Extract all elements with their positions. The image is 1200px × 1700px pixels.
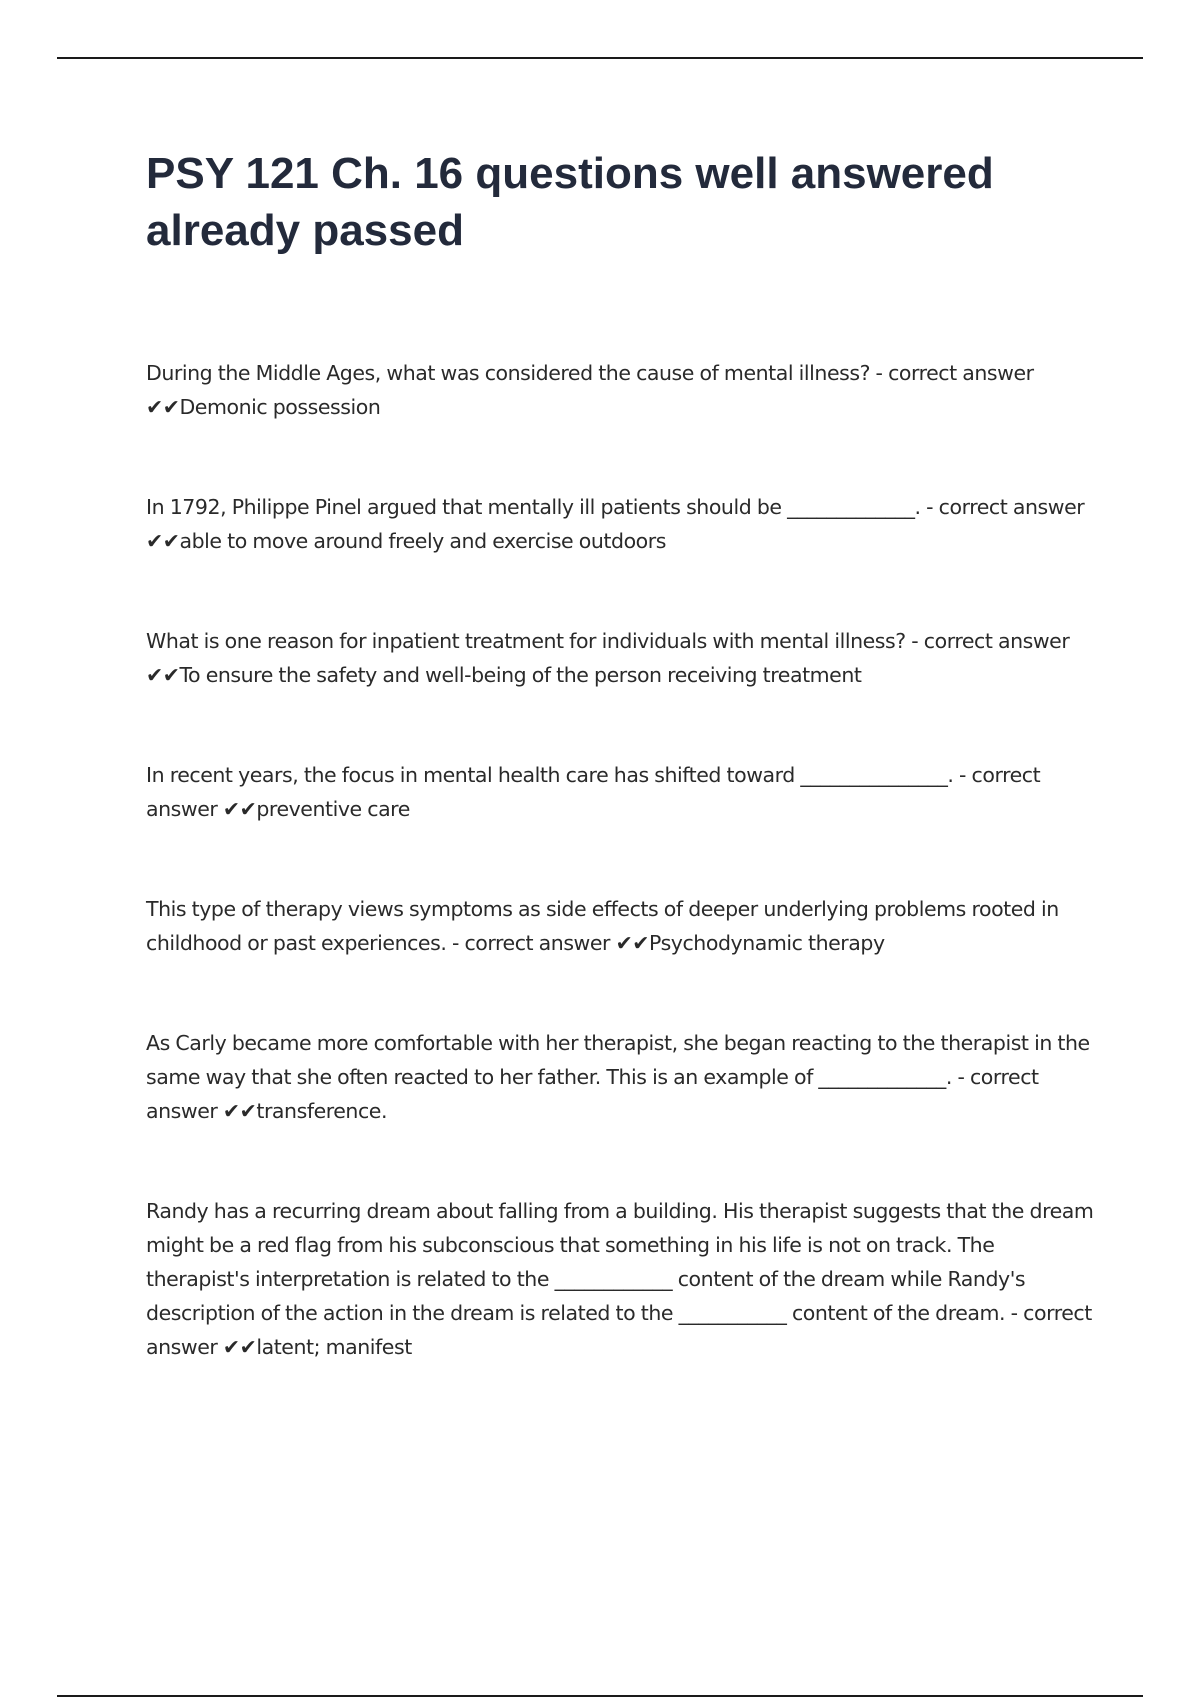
question-answer-item: In recent years, the focus in mental health care has shifted toward _______________. - correct answer ✔✔preventive care: [146, 763, 1041, 821]
document-title: PSY 121 Ch. 16 questions well answered already passed: [146, 149, 994, 255]
question-answer-item: As Carly became more comfortable with her therapist, she began reacting to the therapist in the same way that she often reacted to her father. This is an example of _____________. - correct answer ✔✔transference.: [146, 1031, 1090, 1123]
question-answer-item: Randy has a recurring dream about falling from a building. His therapist suggests that the dream might be a red flag from his subconscious that something in his life is not on track. The therapist's interpretation is related to the ____________ content of the dream while Randy's description of the action in the dream is related to the ___________ content of the dream. - correct answer ✔✔latent; manifest: [146, 1199, 1094, 1359]
question-answer-item: What is one reason for inpatient treatment for individuals with mental illness? - correct answer ✔✔To ensure the safety and well-being of the person receiving treatment: [146, 629, 1070, 687]
question-answer-item: This type of therapy views symptoms as side effects of deeper underlying problems rooted in childhood or past experiences. - correct answer ✔✔Psychodynamic therapy: [146, 897, 1059, 955]
bottom-rule: [57, 1695, 1143, 1697]
top-rule: [57, 57, 1143, 59]
question-answer-item: During the Middle Ages, what was considered the cause of mental illness? - correct answer ✔✔Demonic possession: [146, 361, 1034, 419]
question-list: [146, 356, 1096, 1362]
question-answer-item: In 1792, Philippe Pinel argued that mentally ill patients should be _____________. - correct answer ✔✔able to move around freely and exercise outdoors: [146, 495, 1085, 553]
